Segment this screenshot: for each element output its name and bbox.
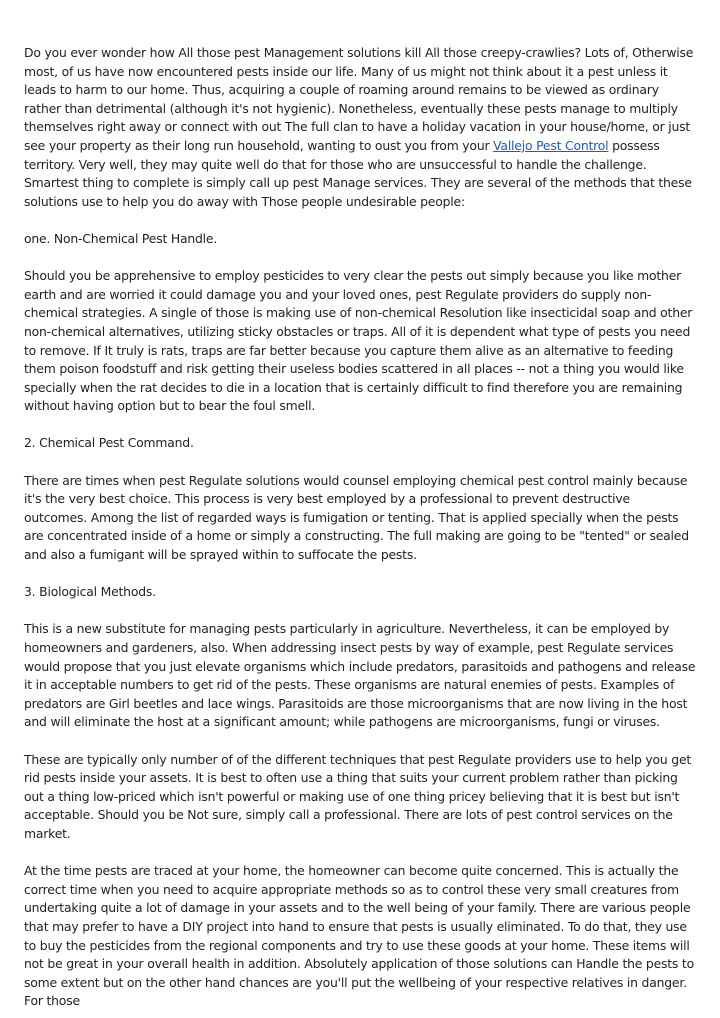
intro-text-end: possess territory. Very well, they may quite well do that for those who are unsuccessful to handle the challenge. Smartest thing to complete is simply call up pest Manage services. They are several of the methods that these solutions use to help you do away with Those people undesirable people: bbox=[24, 137, 692, 209]
section-heading-non-chemical: one. Non-Chemical Pest Handle. bbox=[24, 230, 218, 246]
section-heading-biological: 3. Biological Methods. bbox=[24, 584, 156, 600]
chemical-paragraph: There are times when pest Regulate solutions would counsel employing chemical pest control mainly because it's the very best choice. This process is very best employed by a professional to prevent destructive outcomes. Among the list of regarded ways is fumigation or tenting. That is applied specially when the pests are concentrated inside of a home or simply a constructing. The full making are going to be "tented" or sealed and also a fumigant will be sprayed within to suffocate the pests. bbox=[24, 472, 689, 563]
non-chemical-paragraph: Should you be apprehensive to employ pesticides to very clear the pests out simply because you like mother earth and are worried it could damage you and your loved ones, pest Regulate providers do supply non-chemical strategies. A single of those is making use of non-chemical Resolution like insecticidal soap and other non-chemical alternatives, utilizing sticky obstacles or traps. All of it is dependent what type of pests you need to remove. If It truly is rats, traps are far better because you capture them alive as an alternative to feeding them poison foodstuff and risk getting their useless bodies scattered in all places -- not a thing you would like specially when the rat decides to die in a location that is certainly difficult to find therefore you are remaining without having option but to bear the foul smell. bbox=[24, 268, 693, 414]
techniques-paragraph: These are typically only number of of the different techniques that pest Regulate providers use to help you get rid pests inside your assets. It is best to often use a thing that suits your current problem rather than picking out a thing low-priced which isn't powerful or making use of one thing pricey believing that it is best but isn't acceptable. Should you be Not sure, simply call a professional. There are lots of pest control services on the market. bbox=[24, 751, 692, 841]
biological-paragraph: This is a new substitute for managing pests particularly in agriculture. Nevertheless, it can be employed by homeowners and gardeners, also. When addressing insect pests by way of example, pest Regulate services would propose that you just elevate organisms which include predators, parasitoids and pathogens and release it in acceptable numbers to get rid of the pests. These organisms are natural enemies of pests. Examples of predators are Girl beetles and lace wings. Parasitoids are those microorganisms that are now living in the host and will eliminate the host at a significant amount; while pathogens are microorganisms, fungi or viruses. bbox=[24, 621, 696, 730]
intro-paragraph bbox=[24, 44, 696, 211]
intro-text-start: Do you ever wonder how All those pest Management solutions kill All those creepy-crawlies? Lots of, Otherwise most, of us have now encountered pests inside our life. Many of us might not think about it a pest unless it leads to harm to our home. Thus, acquiring a couple of roaming around remains to be viewed as ordinary rather than detrimental (although it's not hygienic). Nonetheless, eventually these pests manage to multiply themselves right away or connect with out The full clan to have a holiday vacation in your house/home, or just see your property as their long run household, wanting to oust you from your bbox=[24, 45, 694, 153]
vallejo-pest-control-link[interactable]: Vallejo Pest Control bbox=[493, 137, 609, 153]
homeowner-paragraph: At the time pests are traced at your home, the homeowner can become quite concerned. This is actually the correct time when you need to acquire appropriate methods so as to control these very small creatures from undertaking quite a lot of damage in your assets and to the well being of your family. There are various people that may prefer to have a DIY project into hand to ensure that pests is usually eliminated. To do that, they use to buy the pesticides from the regional components and try to use these goods at your home. These items will not be great in your overall health in addition. Absolutely application of those solutions can Handle the pests to some extent but on the other hand chances are you'll put the wellbeing of your respective relatives in danger. For those bbox=[24, 863, 694, 1009]
section-heading-chemical: 2. Chemical Pest Command. bbox=[24, 435, 194, 451]
